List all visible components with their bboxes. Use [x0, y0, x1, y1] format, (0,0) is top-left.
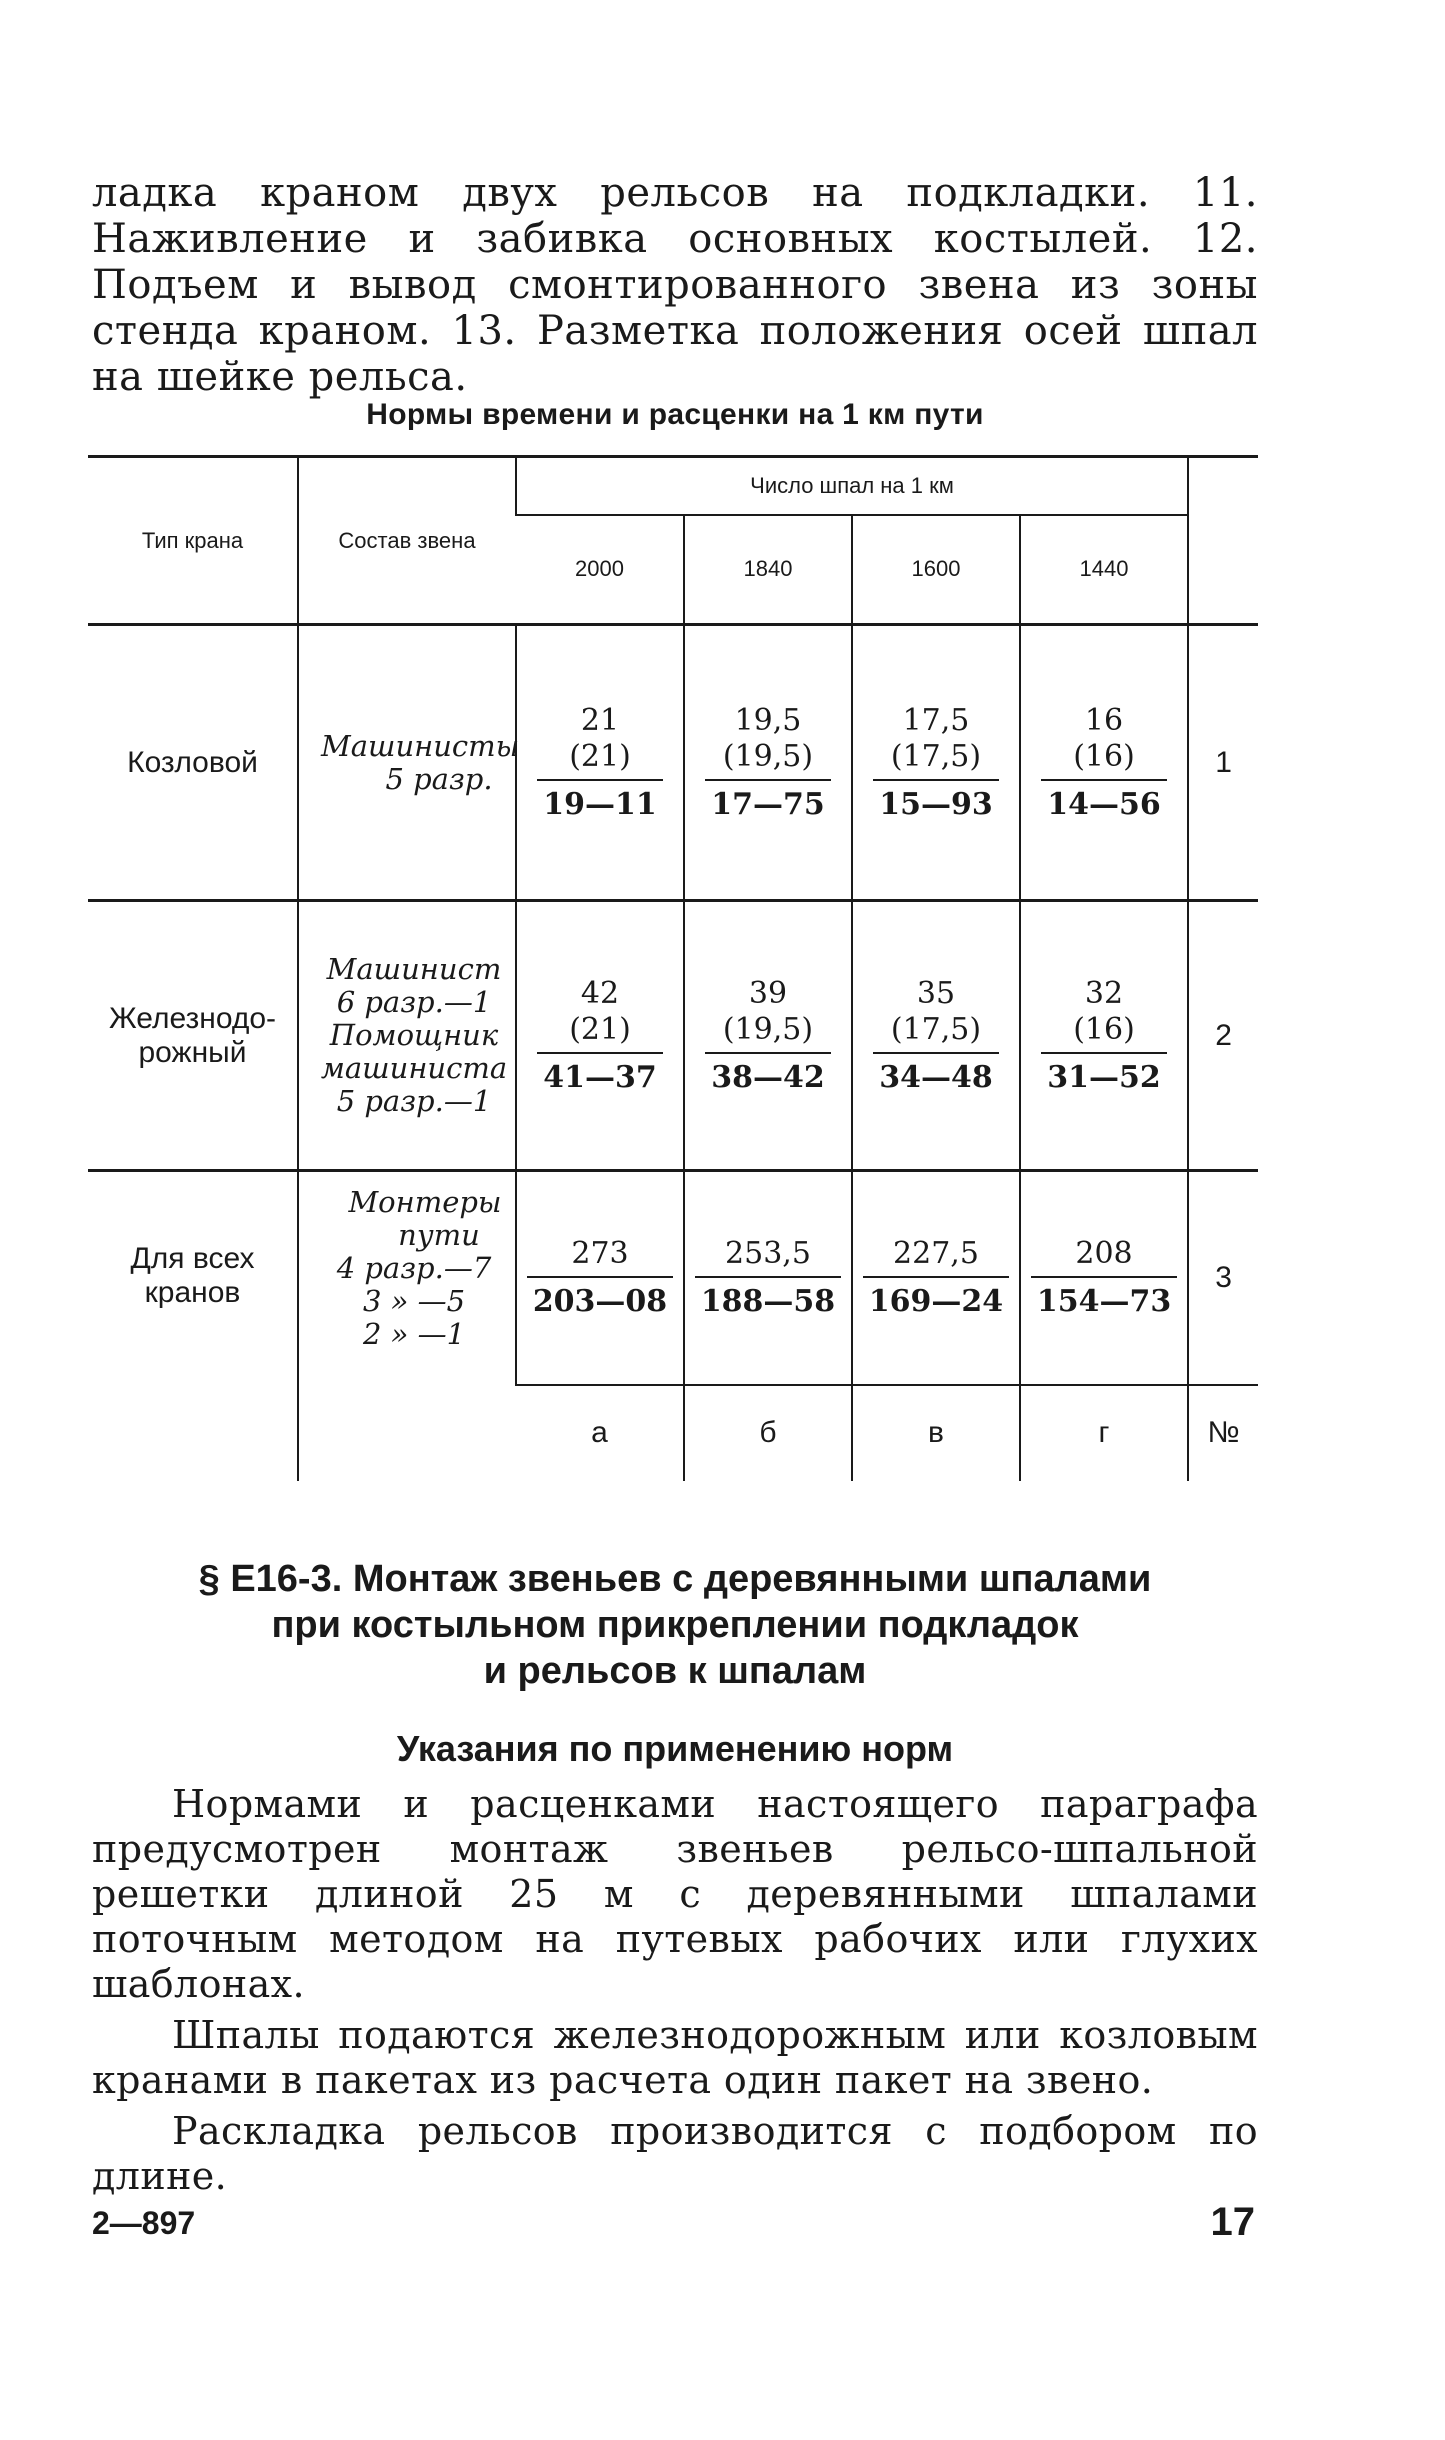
row-number: 3: [1188, 1171, 1258, 1385]
section-title: § Е16-3. Монтаж звеньев с деревянными шпалами при костыльном прикреплении подкладок и рельсов к шпалам: [198, 1558, 1152, 1692]
paragraph: Раскладка рельсов производится с подбором по длине.: [92, 2109, 1258, 2198]
crew-composition: Машинисты 5 разр.: [298, 625, 516, 901]
crane-type: Козловой: [88, 625, 298, 901]
norms-table: [88, 455, 1258, 1481]
subheading: Указания по применению норм: [396, 1728, 954, 1769]
norm-cell: 42 (21) 41—37: [516, 901, 684, 1171]
crane-type: Железнодо-рожный: [88, 901, 298, 1171]
table-row: [88, 1171, 1258, 1385]
page-number: 17: [1210, 2200, 1255, 2244]
row-number: 1: [1188, 625, 1258, 901]
table-title: Нормы времени и расценки на 1 км пути: [366, 398, 984, 431]
header-num-blank: [1188, 457, 1258, 625]
norm-cell: 16 (16) 14—56: [1020, 625, 1188, 901]
column-letter: а: [516, 1385, 684, 1481]
intro-paragraph: ладка краном двух рельсов на подкладки. 11. Наживление и забивка основных костылей. 12. Подъем и вывод смонтированного звена из зоны стенда краном. 13. Разметка положения осей шпал на шейке рельса.: [92, 170, 1258, 400]
norm-cell: 35 (17,5) 34—48: [852, 901, 1020, 1171]
norm-cell: $\frac{208}{154—73}$: [1020, 1171, 1188, 1385]
norm-cell: $\frac{227,5}{169—24}$: [852, 1171, 1020, 1385]
table-row: [88, 901, 1258, 1171]
header-sleepers-per-km: Число шпал на 1 км: [516, 457, 1188, 515]
norm-cell: $\frac{253,5}{188—58}$: [684, 1171, 852, 1385]
header-col-1600: 1600: [852, 515, 1020, 625]
paragraph: Шпалы подаются железнодорожным или козловым кранами в пакетах из расчета один пакет на звено.: [92, 2013, 1258, 2102]
column-letter: б: [684, 1385, 852, 1481]
number-label: №: [1188, 1385, 1258, 1481]
norm-cell: 17,5 (17,5) 15—93: [852, 625, 1020, 901]
crew-composition: Машинист 6 разр.—1 Помощник машиниста 5 разр.—1: [298, 901, 516, 1171]
row-number: 2: [1188, 901, 1258, 1171]
header-col-1440: 1440: [1020, 515, 1188, 625]
header-crew: Состав звена: [298, 457, 516, 625]
norm-cell: 19,5 (19,5) 17—75: [684, 625, 852, 901]
print-code: 2—897: [92, 2205, 196, 2241]
crew-composition: Монтеры пути 4 разр.—7 3 » —5 2 » —1: [298, 1171, 516, 1481]
header-col-2000: 2000: [516, 515, 684, 625]
column-letter: в: [852, 1385, 1020, 1481]
crane-type: Для всех кранов: [88, 1171, 298, 1481]
column-letter: г: [1020, 1385, 1188, 1481]
paragraph: Нормами и расценками настоящего параграфа предусмотрен монтаж звеньев рельсо-шпальной решетки длиной 25 м с деревянными шпалами поточным методом на путевых рабочих или глухих шаблонах.: [92, 1782, 1258, 2006]
table-row: [88, 625, 1258, 901]
body-text: [92, 1782, 1258, 2205]
norm-cell: $\frac{273}{203—08}$: [516, 1171, 684, 1385]
header-col-1840: 1840: [684, 515, 852, 625]
norm-cell: 21 (21) 19—11: [516, 625, 684, 901]
header-crane-type: Тип крана: [88, 457, 298, 625]
norm-cell: 39 (19,5) 38—42: [684, 901, 852, 1171]
norm-cell: 32 (16) 31—52: [1020, 901, 1188, 1171]
